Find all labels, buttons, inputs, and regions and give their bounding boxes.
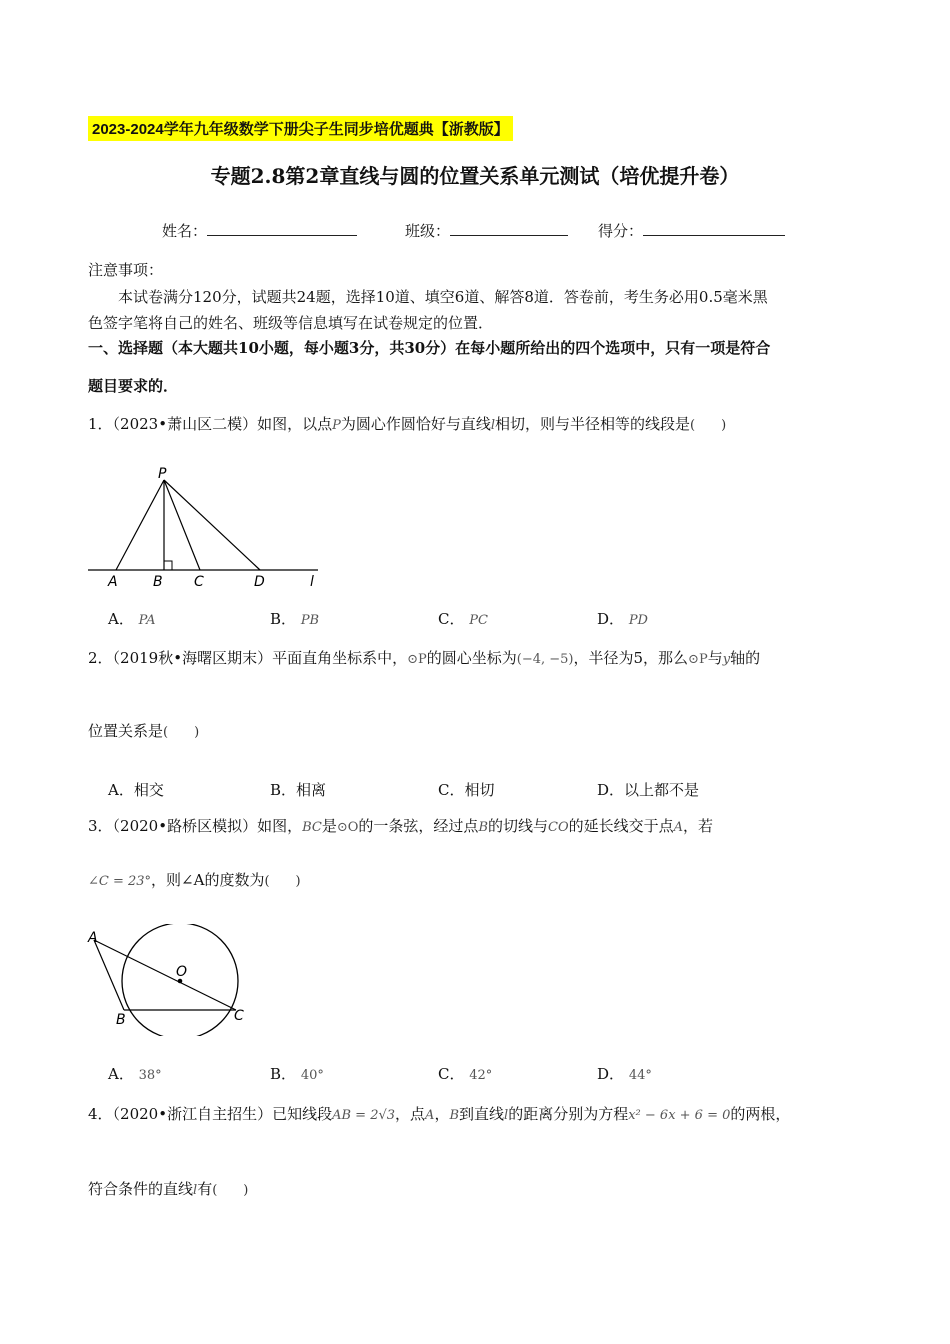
question-source: （2020•路桥区模拟） [112, 817, 258, 835]
q1-option-d[interactable]: D． PD [597, 610, 648, 628]
answer-paren[interactable]: ( ) [690, 418, 727, 433]
question-number: 2． [88, 649, 113, 667]
question-2-stem: 2．（2019秋•海曙区期末）平面直角坐标系中，⊙P的圆心坐标为(−4, −5)，半径为5，那么⊙P与y轴的 [88, 649, 761, 667]
score-label: 得分： [598, 222, 644, 240]
score-blank[interactable] [643, 221, 785, 236]
score-field[interactable] [598, 220, 785, 241]
segment-pa [116, 480, 164, 570]
segment-pd [164, 480, 260, 570]
question-source: （2019秋•海曙区期末） [112, 649, 273, 667]
answer-paren[interactable]: ( ) [264, 874, 301, 889]
series-banner: 2023-2024学年九年级数学下册尖子生同步培优题典【浙教版】 [88, 116, 513, 141]
q2-option-d[interactable]: D．以上都不是 [597, 781, 700, 799]
question-3-stem: 3．（2020•路桥区模拟）如图，BC是⊙O的一条弦，经过点B的切线与CO的延长线交于点A，若 [88, 817, 714, 835]
tangent-ab [94, 940, 124, 1010]
label-d: D [254, 574, 265, 590]
label-c: C [194, 574, 204, 590]
q3-option-d[interactable]: D． 44° [597, 1065, 652, 1083]
label-b: B [116, 1012, 126, 1028]
question-2-stem-line-2: 位置关系是( ) [88, 722, 200, 740]
question-source: （2023•萧山区二模） [112, 415, 258, 433]
q3-option-a[interactable]: A． 38° [108, 1065, 162, 1083]
page-title: 专题2.8第2章直线与圆的位置关系单元测试（培优提升卷） [210, 164, 740, 188]
label-l: l [310, 574, 314, 590]
question-number: 3． [88, 817, 113, 835]
name-blank[interactable] [207, 221, 357, 236]
q3-option-b[interactable]: B． 40° [270, 1065, 324, 1083]
question-3-figure [84, 924, 254, 1036]
q1-option-c[interactable]: C． PC [438, 610, 488, 628]
label-a: A [88, 930, 98, 946]
q1-option-b[interactable]: B． PB [270, 610, 320, 628]
label-p: P [158, 466, 167, 482]
question-3-stem-line-2: ∠C = 23°，则∠A的度数为( ) [88, 871, 301, 889]
class-field[interactable] [405, 220, 568, 241]
question-1-stem: 1．（2023•萧山区二模）如图，以点P为圆心作圆恰好与直线l相切，则与半径相等的线段是( ) [88, 415, 727, 433]
math-l: l [490, 418, 496, 433]
class-label: 班级： [405, 222, 451, 240]
notice-heading: 注意事项： [88, 261, 164, 279]
q1-option-a[interactable]: A． PA [108, 610, 156, 628]
q3-option-c[interactable]: C． 42° [438, 1065, 493, 1083]
question-1-figure [86, 466, 326, 590]
notice-line-1: 本试卷满分120分，试题共24题，选择10道、填空6道、解答8道．答卷前，考生务必用0.5毫米黑 [118, 288, 768, 306]
question-number: 1． [88, 415, 113, 433]
section-heading-line-2: 题目要求的． [88, 377, 179, 395]
right-angle-mark [164, 561, 172, 570]
label-c: C [234, 1008, 244, 1024]
answer-paren[interactable]: ( ) [212, 1183, 249, 1198]
segment-pc [164, 480, 200, 570]
class-blank[interactable] [450, 221, 568, 236]
q2-option-b[interactable]: B．相离 [270, 781, 327, 799]
answer-paren[interactable]: ( ) [163, 725, 200, 740]
q2-option-c[interactable]: C．相切 [438, 781, 495, 799]
line-ac [94, 940, 236, 1010]
notice-line-2: 色签字笔将自己的姓名、班级等信息填写在试卷规定的位置． [88, 314, 494, 332]
math-p: P [332, 418, 341, 433]
name-label: 姓名： [162, 222, 208, 240]
label-o: O [176, 964, 188, 980]
question-number: 4． [88, 1105, 113, 1123]
q2-option-a[interactable]: A．相交 [108, 781, 164, 799]
label-b: B [153, 574, 163, 590]
section-heading-line-1: 一、选择题（本大题共10小题，每小题3分，共30分）在每小题所给出的四个选项中，只有一项是符合 [88, 339, 771, 357]
label-a: A [108, 574, 118, 590]
question-source: （2020•浙江自主招生） [112, 1105, 273, 1123]
question-4-stem-line-2: 符合条件的直线l有( ) [88, 1180, 249, 1198]
question-4-stem: 4．（2020•浙江自主招生）已知线段AB = 2√3，点A，B到直线l的距离分别为方程x² − 6x + 6 = 0的两根， [88, 1105, 791, 1123]
name-field[interactable] [162, 220, 357, 241]
